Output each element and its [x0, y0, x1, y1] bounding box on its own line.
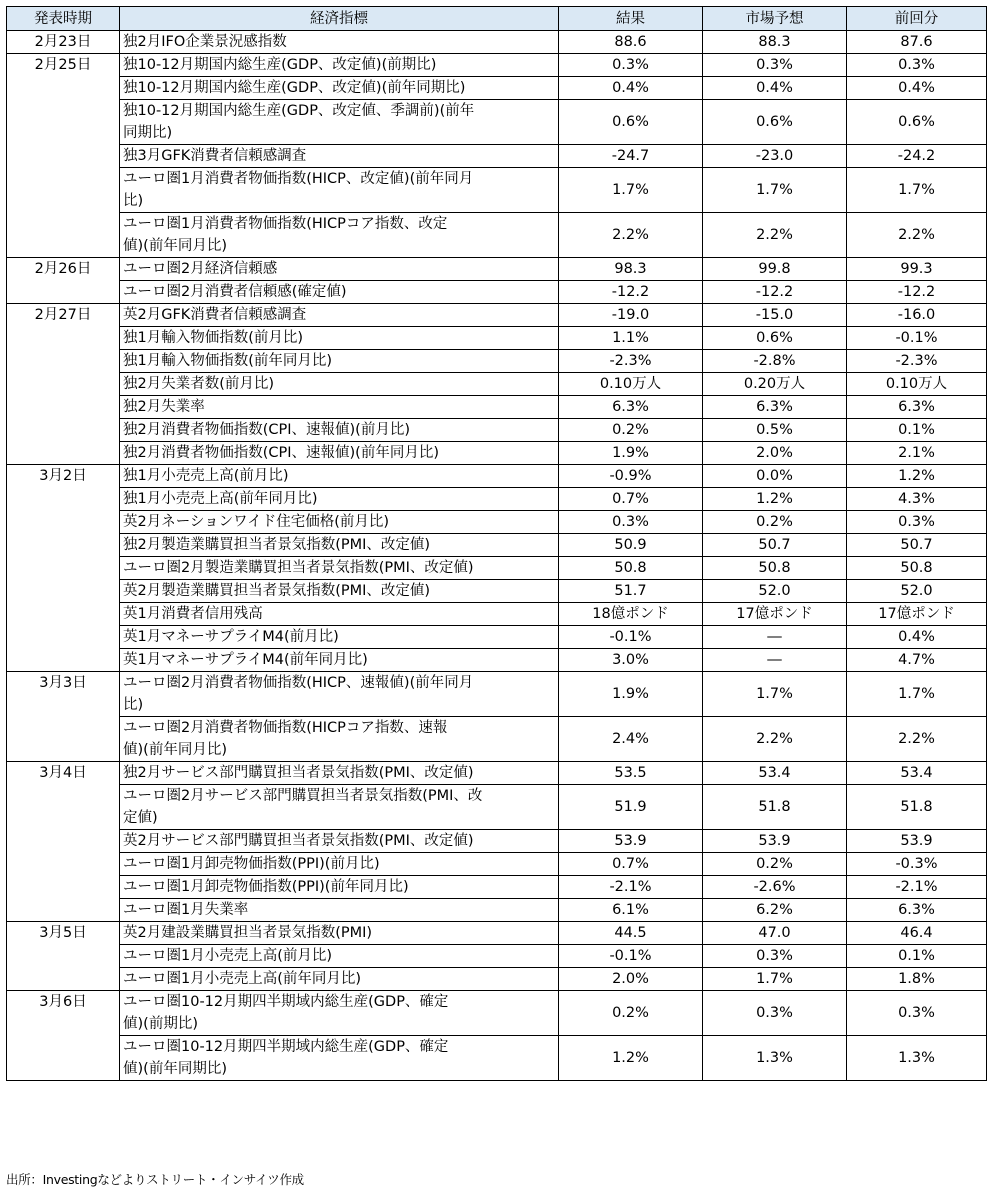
indicator-text: 値)(前期比) — [123, 1016, 198, 1032]
indicator-cell — [120, 991, 559, 1036]
table-row — [7, 876, 987, 899]
table-row — [7, 672, 987, 717]
forecast-cell: 52.0 — [703, 580, 847, 603]
forecast-cell: 0.3% — [703, 945, 847, 968]
indicator-text: 独10-12月期国内総生産(GDP、改定値)(前期比) — [123, 57, 437, 73]
previous-cell: 2.1% — [847, 442, 987, 465]
indicator-cell — [120, 649, 559, 672]
table-row — [7, 31, 987, 54]
previous-cell: 1.8% — [847, 968, 987, 991]
indicator-cell — [120, 258, 559, 281]
result-cell: 1.7% — [559, 168, 703, 213]
economic-calendar-table — [6, 6, 987, 1081]
indicator-cell — [120, 100, 559, 145]
indicator-cell — [120, 281, 559, 304]
indicator-cell — [120, 488, 559, 511]
indicator-text: 独1月輸入物価指数(前年同月比) — [123, 353, 333, 369]
previous-cell: -0.1% — [847, 327, 987, 350]
table-row — [7, 373, 987, 396]
result-cell: -2.1% — [559, 876, 703, 899]
indicator-text: 比) — [123, 697, 144, 713]
release-date-cell: 3月4日 — [7, 762, 120, 922]
forecast-cell: 0.6% — [703, 100, 847, 145]
indicator-cell — [120, 213, 559, 258]
result-cell: 98.3 — [559, 258, 703, 281]
table-row — [7, 968, 987, 991]
forecast-cell: 53.4 — [703, 762, 847, 785]
indicator-cell — [120, 785, 559, 830]
previous-cell: 0.4% — [847, 77, 987, 100]
table-row — [7, 488, 987, 511]
release-date-cell: 2月23日 — [7, 31, 120, 54]
table-row — [7, 603, 987, 626]
indicator-cell — [120, 31, 559, 54]
forecast-cell: 99.8 — [703, 258, 847, 281]
forecast-cell: 88.3 — [703, 31, 847, 54]
indicator-cell — [120, 922, 559, 945]
forecast-cell: -15.0 — [703, 304, 847, 327]
previous-cell: 1.2% — [847, 465, 987, 488]
previous-cell: 2.2% — [847, 213, 987, 258]
previous-cell: 17億ポンド — [847, 603, 987, 626]
result-cell: 0.2% — [559, 419, 703, 442]
result-cell: -0.9% — [559, 465, 703, 488]
result-cell: -12.2 — [559, 281, 703, 304]
indicator-cell — [120, 54, 559, 77]
previous-cell: 0.3% — [847, 991, 987, 1036]
indicator-text: 独2月サービス部門購買担当者景気指数(PMI、改定値) — [123, 765, 474, 781]
table-row — [7, 649, 987, 672]
indicator-text: 独2月IFO企業景況感指数 — [123, 34, 287, 50]
table-row — [7, 54, 987, 77]
release-date-cell: 3月5日 — [7, 922, 120, 991]
forecast-cell: 2.2% — [703, 717, 847, 762]
table-row — [7, 100, 987, 145]
release-date-cell: 2月25日 — [7, 54, 120, 258]
release-date-cell: 3月3日 — [7, 672, 120, 762]
forecast-cell: 0.3% — [703, 54, 847, 77]
previous-cell: 0.3% — [847, 54, 987, 77]
forecast-cell: 17億ポンド — [703, 603, 847, 626]
forecast-cell: 53.9 — [703, 830, 847, 853]
previous-cell: -0.3% — [847, 853, 987, 876]
previous-cell: 0.3% — [847, 511, 987, 534]
previous-cell: -2.1% — [847, 876, 987, 899]
result-cell: 50.9 — [559, 534, 703, 557]
table-row — [7, 717, 987, 762]
table-body — [7, 31, 987, 1081]
indicator-cell — [120, 168, 559, 213]
result-cell: 51.7 — [559, 580, 703, 603]
indicator-cell — [120, 968, 559, 991]
result-cell: 50.8 — [559, 557, 703, 580]
release-date-cell: 2月26日 — [7, 258, 120, 304]
forecast-cell: 0.20万人 — [703, 373, 847, 396]
table-row — [7, 534, 987, 557]
forecast-cell: 47.0 — [703, 922, 847, 945]
previous-cell: 4.3% — [847, 488, 987, 511]
forecast-cell: ― — [703, 626, 847, 649]
table-row — [7, 580, 987, 603]
result-cell: 1.9% — [559, 672, 703, 717]
indicator-text: ユーロ圏2月消費者物価指数(HICP、速報値)(前年同月 — [123, 675, 474, 691]
indicator-text: 独2月製造業購買担当者景気指数(PMI、改定値) — [123, 537, 431, 553]
indicator-text: 独2月失業率 — [123, 399, 205, 415]
table-row — [7, 442, 987, 465]
previous-cell: -2.3% — [847, 350, 987, 373]
result-cell: 1.9% — [559, 442, 703, 465]
forecast-cell: 2.0% — [703, 442, 847, 465]
indicator-text: 独10-12月期国内総生産(GDP、改定値、季調前)(前年 — [123, 103, 475, 119]
indicator-text: ユーロ圏2月経済信頼感 — [123, 261, 278, 277]
indicator-text: 英2月建設業購買担当者景気指数(PMI) — [123, 925, 373, 941]
table-row — [7, 304, 987, 327]
indicator-text: ユーロ圏10-12月期四半期域内総生産(GDP、確定 — [123, 994, 449, 1010]
table-row — [7, 922, 987, 945]
result-cell: 0.6% — [559, 100, 703, 145]
forecast-cell: 0.3% — [703, 991, 847, 1036]
indicator-text: ユーロ圏1月消費者物価指数(HICPコア指数、改定 — [123, 216, 448, 232]
table-row — [7, 327, 987, 350]
indicator-text: 英2月ネーションワイド住宅価格(前月比) — [123, 514, 390, 530]
forecast-cell: 1.7% — [703, 672, 847, 717]
indicator-cell — [120, 762, 559, 785]
indicator-text: 英2月製造業購買担当者景気指数(PMI、改定値) — [123, 583, 431, 599]
indicator-text: 独1月小売売上高(前月比) — [123, 468, 289, 484]
indicator-text: 独1月輸入物価指数(前月比) — [123, 330, 304, 346]
table-row — [7, 899, 987, 922]
indicator-text: 値)(前年同月比) — [123, 238, 227, 254]
forecast-cell: -2.8% — [703, 350, 847, 373]
forecast-cell: 6.3% — [703, 396, 847, 419]
result-cell: 0.3% — [559, 511, 703, 534]
previous-cell: 1.7% — [847, 672, 987, 717]
indicator-text: 定値) — [123, 810, 158, 826]
result-cell: 0.7% — [559, 853, 703, 876]
release-date-cell: 2月27日 — [7, 304, 120, 465]
forecast-cell: 0.4% — [703, 77, 847, 100]
table-row — [7, 991, 987, 1036]
table-row — [7, 213, 987, 258]
result-cell: -19.0 — [559, 304, 703, 327]
indicator-cell — [120, 419, 559, 442]
table-row — [7, 396, 987, 419]
previous-cell: 50.8 — [847, 557, 987, 580]
table-row — [7, 1036, 987, 1081]
result-cell: 53.5 — [559, 762, 703, 785]
table-row — [7, 557, 987, 580]
previous-cell: 2.2% — [847, 717, 987, 762]
indicator-text: 独2月失業者数(前月比) — [123, 376, 275, 392]
table-row — [7, 853, 987, 876]
indicator-cell — [120, 557, 559, 580]
result-cell: 2.2% — [559, 213, 703, 258]
previous-cell: 6.3% — [847, 899, 987, 922]
indicator-cell — [120, 603, 559, 626]
forecast-cell: 2.2% — [703, 213, 847, 258]
source-note: 出所：Investingなどよりストリート・インサイツ作成 — [6, 1172, 304, 1187]
indicator-cell — [120, 534, 559, 557]
indicator-text: 英1月マネーサプライM4(前月比) — [123, 629, 339, 645]
indicator-cell — [120, 327, 559, 350]
table-row — [7, 350, 987, 373]
indicator-cell — [120, 373, 559, 396]
result-cell: 0.2% — [559, 991, 703, 1036]
result-cell: -0.1% — [559, 945, 703, 968]
result-cell: 53.9 — [559, 830, 703, 853]
indicator-cell — [120, 626, 559, 649]
forecast-cell: 0.2% — [703, 853, 847, 876]
result-cell: 18億ポンド — [559, 603, 703, 626]
table-row — [7, 168, 987, 213]
indicator-cell — [120, 511, 559, 534]
table-row — [7, 626, 987, 649]
indicator-cell — [120, 350, 559, 373]
indicator-text: 値)(前年同月比) — [123, 742, 227, 758]
indicator-cell — [120, 442, 559, 465]
header-indicator: 経済指標 — [120, 7, 559, 31]
previous-cell: 0.4% — [847, 626, 987, 649]
indicator-text: ユーロ圏2月サービス部門購買担当者景気指数(PMI、改 — [123, 788, 483, 804]
previous-cell: 6.3% — [847, 396, 987, 419]
previous-cell: 0.1% — [847, 945, 987, 968]
previous-cell: 1.3% — [847, 1036, 987, 1081]
indicator-text: ユーロ圏2月消費者信頼感(確定値) — [123, 284, 347, 300]
forecast-cell: 1.3% — [703, 1036, 847, 1081]
table-row — [7, 511, 987, 534]
forecast-cell: -2.6% — [703, 876, 847, 899]
indicator-cell — [120, 672, 559, 717]
indicator-text: ユーロ圏10-12月期四半期域内総生産(GDP、確定 — [123, 1039, 449, 1055]
previous-cell: -24.2 — [847, 145, 987, 168]
indicator-text: ユーロ圏1月失業率 — [123, 902, 249, 918]
forecast-cell: -23.0 — [703, 145, 847, 168]
indicator-cell — [120, 876, 559, 899]
indicator-text: 同期比) — [123, 125, 173, 141]
table-row — [7, 145, 987, 168]
forecast-cell: 1.7% — [703, 968, 847, 991]
forecast-cell: 50.8 — [703, 557, 847, 580]
forecast-cell: 6.2% — [703, 899, 847, 922]
previous-cell: 53.9 — [847, 830, 987, 853]
indicator-text: 独2月消費者物価指数(CPI、速報値)(前年同月比) — [123, 445, 439, 461]
previous-cell: 52.0 — [847, 580, 987, 603]
forecast-cell: 1.2% — [703, 488, 847, 511]
indicator-text: ユーロ圏1月小売売上高(前年同月比) — [123, 971, 362, 987]
result-cell: 51.9 — [559, 785, 703, 830]
forecast-cell: -12.2 — [703, 281, 847, 304]
header-row — [7, 7, 987, 31]
previous-cell: -16.0 — [847, 304, 987, 327]
table-row — [7, 785, 987, 830]
indicator-text: 英1月消費者信用残高 — [123, 606, 263, 622]
previous-cell: 46.4 — [847, 922, 987, 945]
indicator-cell — [120, 1036, 559, 1081]
indicator-text: ユーロ圏1月消費者物価指数(HICP、改定値)(前年同月 — [123, 171, 474, 187]
header-previous: 前回分 — [847, 7, 987, 31]
indicator-cell — [120, 830, 559, 853]
header-date: 発表時期 — [7, 7, 120, 31]
indicator-cell — [120, 945, 559, 968]
indicator-cell — [120, 465, 559, 488]
result-cell: 3.0% — [559, 649, 703, 672]
indicator-text: ユーロ圏1月小売売上高(前月比) — [123, 948, 333, 964]
calendar-table-container — [6, 6, 986, 1081]
indicator-text: ユーロ圏2月製造業購買担当者景気指数(PMI、改定値) — [123, 560, 474, 576]
previous-cell: 51.8 — [847, 785, 987, 830]
indicator-cell — [120, 580, 559, 603]
result-cell: 1.1% — [559, 327, 703, 350]
indicator-text: 独3月GFK消費者信頼感調査 — [123, 148, 307, 164]
forecast-cell: 51.8 — [703, 785, 847, 830]
indicator-text: 独1月小売売上高(前年同月比) — [123, 491, 318, 507]
indicator-text: ユーロ圏1月卸売物価指数(PPI)(前年同月比) — [123, 879, 409, 895]
forecast-cell: 0.5% — [703, 419, 847, 442]
header-forecast: 市場予想 — [703, 7, 847, 31]
table-row — [7, 762, 987, 785]
release-date-cell: 3月6日 — [7, 991, 120, 1081]
forecast-cell: 0.0% — [703, 465, 847, 488]
result-cell: -24.7 — [559, 145, 703, 168]
indicator-cell — [120, 304, 559, 327]
forecast-cell: 50.7 — [703, 534, 847, 557]
indicator-text: 英2月GFK消費者信頼感調査 — [123, 307, 307, 323]
indicator-text: 値)(前年同期比) — [123, 1061, 227, 1077]
result-cell: 0.7% — [559, 488, 703, 511]
forecast-cell: 0.6% — [703, 327, 847, 350]
result-cell: 0.10万人 — [559, 373, 703, 396]
indicator-cell — [120, 899, 559, 922]
previous-cell: 0.10万人 — [847, 373, 987, 396]
table-row — [7, 258, 987, 281]
table-row — [7, 830, 987, 853]
result-cell: 0.3% — [559, 54, 703, 77]
result-cell: 0.4% — [559, 77, 703, 100]
result-cell: 2.4% — [559, 717, 703, 762]
table-row — [7, 465, 987, 488]
result-cell: 88.6 — [559, 31, 703, 54]
result-cell: 6.1% — [559, 899, 703, 922]
table-row — [7, 945, 987, 968]
indicator-text: 比) — [123, 193, 144, 209]
result-cell: -0.1% — [559, 626, 703, 649]
previous-cell: 50.7 — [847, 534, 987, 557]
indicator-cell — [120, 717, 559, 762]
table-row — [7, 419, 987, 442]
table-row — [7, 77, 987, 100]
result-cell: 2.0% — [559, 968, 703, 991]
indicator-cell — [120, 396, 559, 419]
indicator-text: 独2月消費者物価指数(CPI、速報値)(前月比) — [123, 422, 410, 438]
indicator-text: ユーロ圏2月消費者物価指数(HICPコア指数、速報 — [123, 720, 448, 736]
previous-cell: 0.1% — [847, 419, 987, 442]
indicator-cell — [120, 145, 559, 168]
table-row — [7, 281, 987, 304]
header-result: 結果 — [559, 7, 703, 31]
indicator-text: 独10-12月期国内総生産(GDP、改定値)(前年同期比) — [123, 80, 466, 96]
previous-cell: 1.7% — [847, 168, 987, 213]
previous-cell: 0.6% — [847, 100, 987, 145]
forecast-cell: 1.7% — [703, 168, 847, 213]
previous-cell: 53.4 — [847, 762, 987, 785]
release-date-cell: 3月2日 — [7, 465, 120, 672]
previous-cell: 4.7% — [847, 649, 987, 672]
result-cell: -2.3% — [559, 350, 703, 373]
indicator-text: 英2月サービス部門購買担当者景気指数(PMI、改定値) — [123, 833, 474, 849]
indicator-text: 英1月マネーサプライM4(前年同月比) — [123, 652, 368, 668]
forecast-cell: ― — [703, 649, 847, 672]
previous-cell: 99.3 — [847, 258, 987, 281]
result-cell: 44.5 — [559, 922, 703, 945]
previous-cell: -12.2 — [847, 281, 987, 304]
indicator-cell — [120, 853, 559, 876]
indicator-cell — [120, 77, 559, 100]
result-cell: 6.3% — [559, 396, 703, 419]
previous-cell: 87.6 — [847, 31, 987, 54]
indicator-text: ユーロ圏1月卸売物価指数(PPI)(前月比) — [123, 856, 380, 872]
result-cell: 1.2% — [559, 1036, 703, 1081]
forecast-cell: 0.2% — [703, 511, 847, 534]
